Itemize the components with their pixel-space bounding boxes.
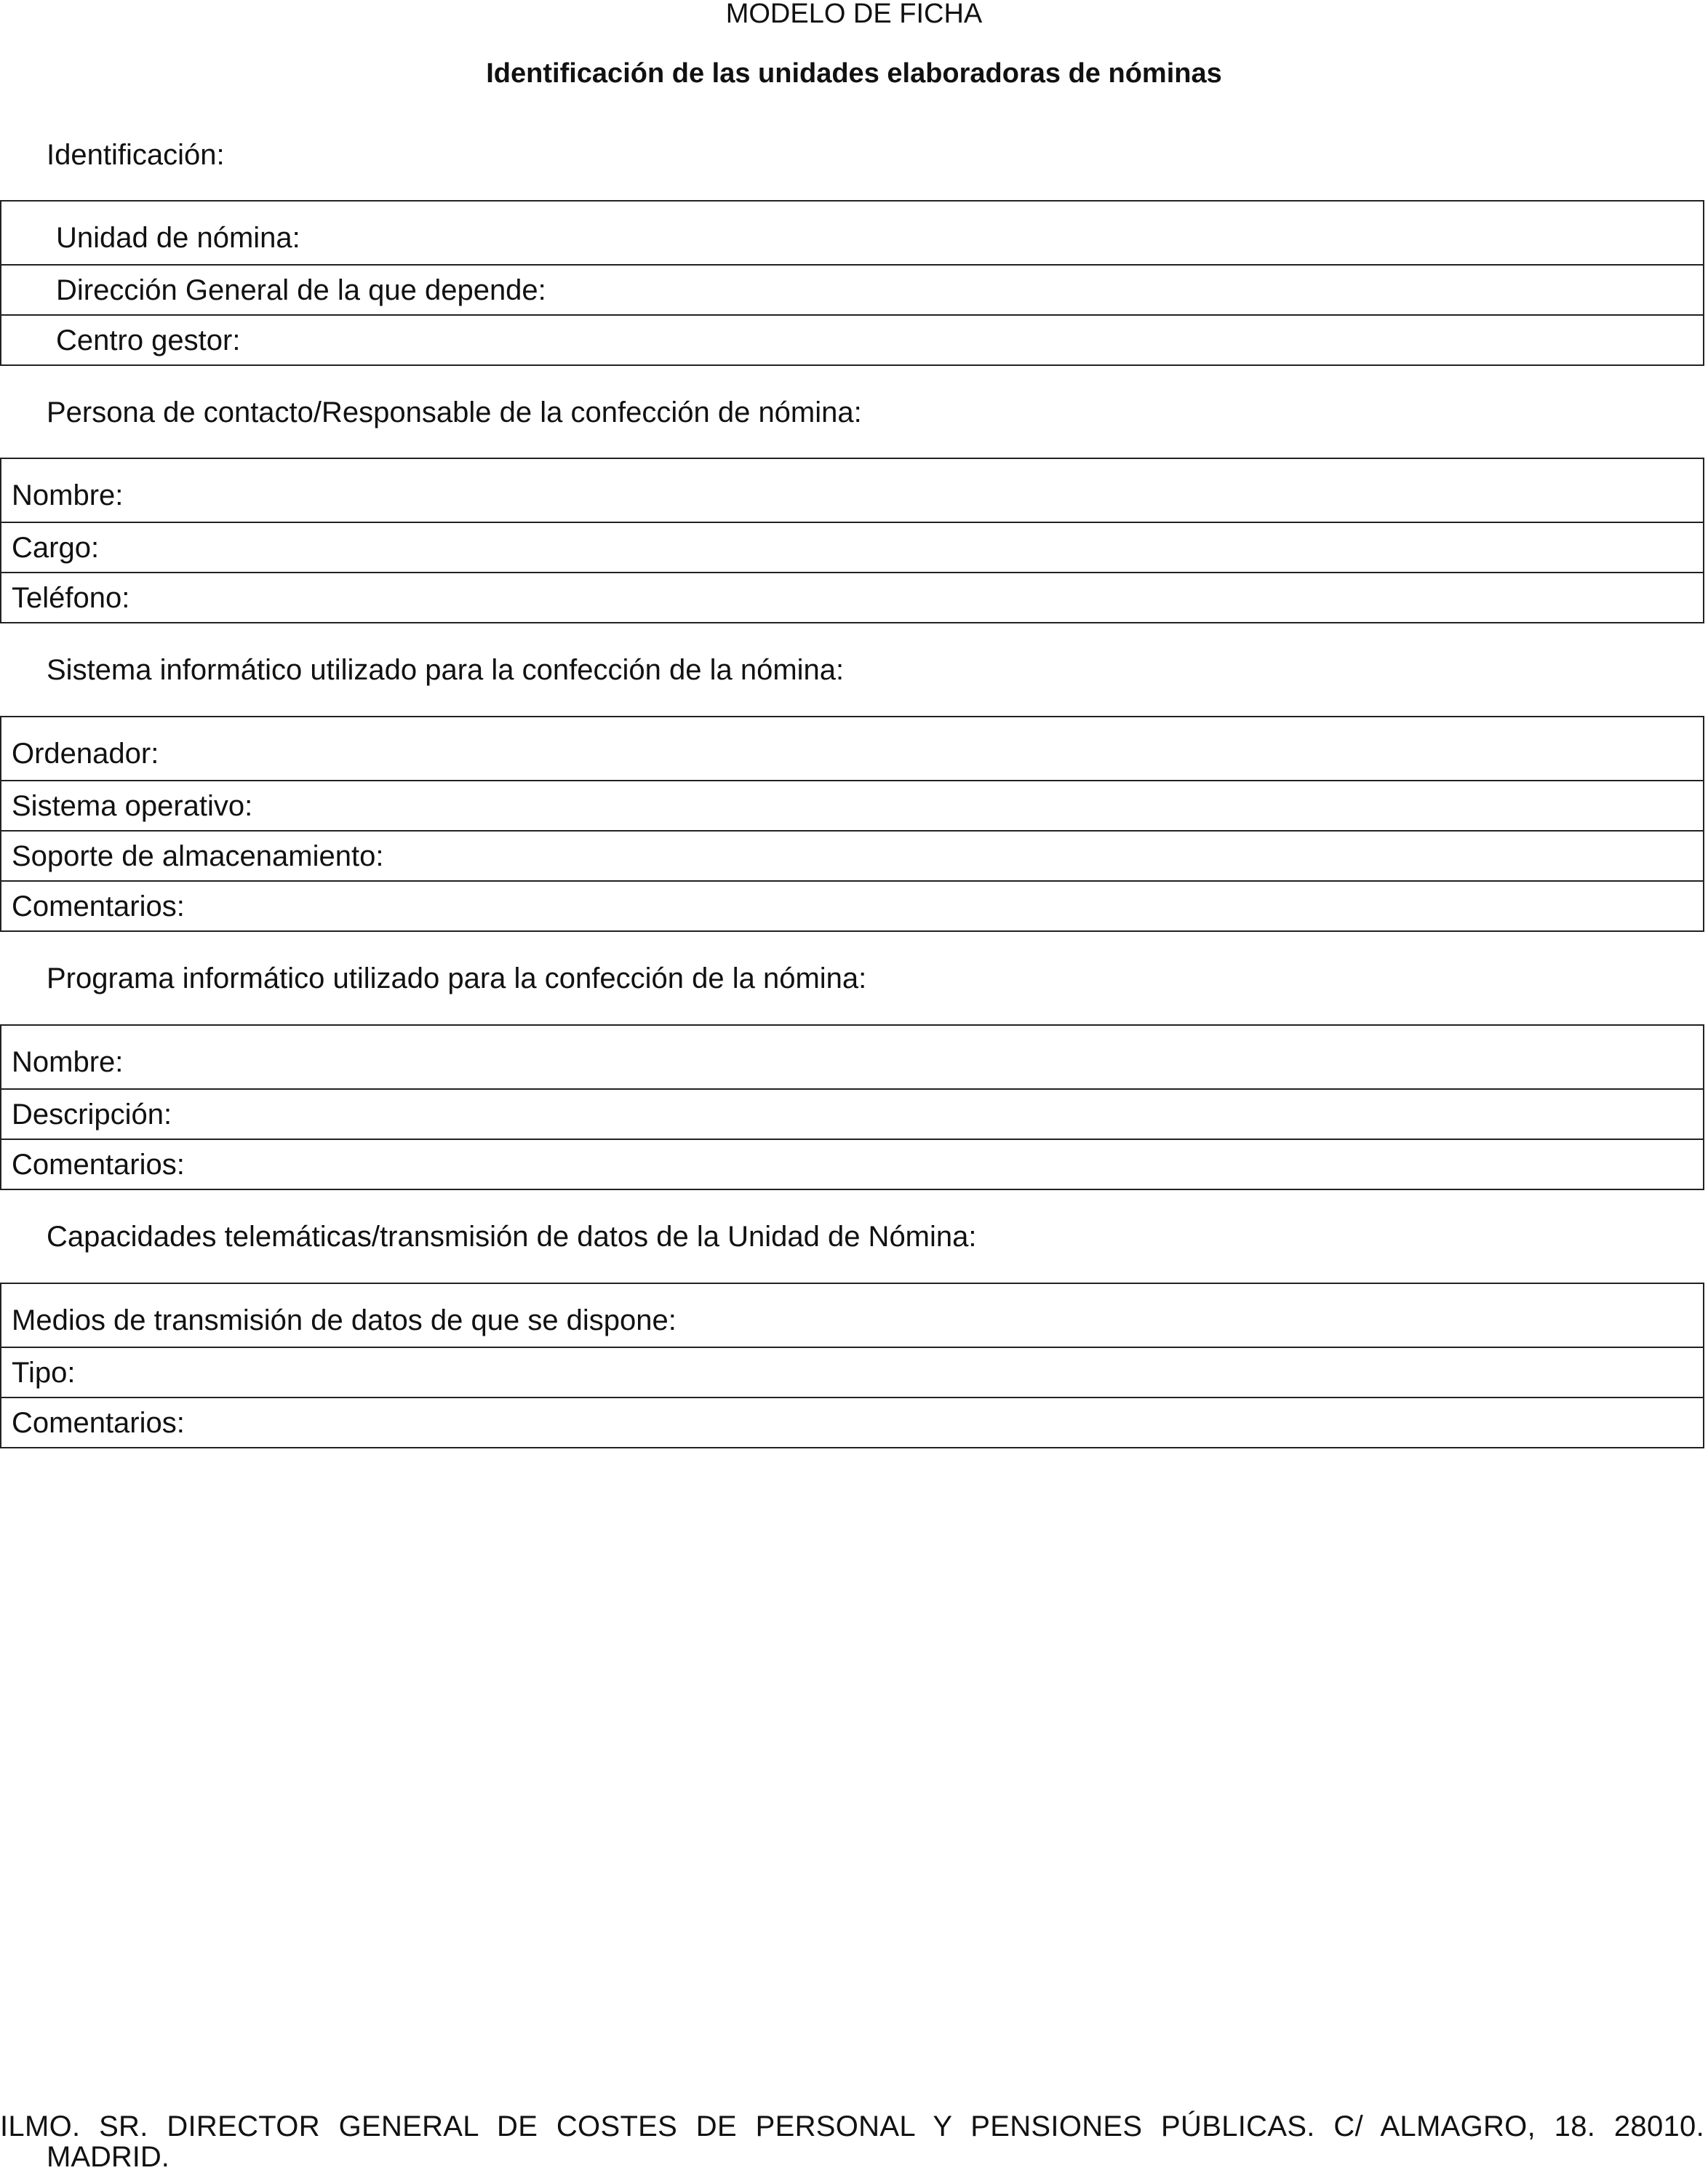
field-contacto-nombre[interactable]: Nombre:: [12, 479, 124, 511]
identificacion-box: [0, 200, 1704, 366]
form-title: Identificación de las unidades elaboradoras de nóminas: [486, 58, 1222, 89]
section-label-programa-informatico: Programa informático utilizado para la confección de la nómina:: [47, 962, 867, 994]
field-transmision-tipo[interactable]: Tipo:: [1, 1347, 1703, 1397]
field-contacto-cargo[interactable]: Cargo:: [1, 522, 1703, 572]
field-medios-transmision[interactable]: Medios de transmisión de datos de que se dispone:: [12, 1304, 677, 1336]
section-label-capacidades-telematicas: Capacidades telemáticas/transmisión de datos de la Unidad de Nómina:: [47, 1221, 977, 1253]
field-direccion-general[interactable]: Dirección General de la que depende:: [1, 264, 1703, 314]
section-label-persona-contacto: Persona de contacto/Responsable de la confección de nómina:: [47, 396, 862, 428]
footer-address-line-1: ILMO. SR. DIRECTOR GENERAL DE COSTES DE PERSONAL Y PENSIONES PÚBLICAS. C/ ALMAGRO, 18. 28010.: [0, 2110, 1704, 2142]
programa-informatico-box: [0, 1024, 1704, 1190]
sistema-informatico-box: [0, 716, 1704, 932]
section-label-sistema-informatico: Sistema informático utilizado para la confección de la nómina:: [47, 654, 845, 686]
field-programa-descripcion[interactable]: Descripción:: [1, 1088, 1703, 1139]
field-sistema-operativo[interactable]: Sistema operativo:: [1, 780, 1703, 830]
capacidades-telematicas-box: [0, 1283, 1704, 1448]
footer-addressee: [0, 2111, 1704, 2173]
persona-contacto-box: [0, 458, 1704, 623]
field-centro-gestor[interactable]: Centro gestor:: [1, 314, 1703, 364]
field-transmision-comentarios[interactable]: Comentarios:: [1, 1397, 1703, 1447]
field-soporte-almacenamiento[interactable]: Soporte de almacenamiento:: [1, 830, 1703, 880]
field-sistema-comentarios[interactable]: Comentarios:: [1, 880, 1703, 930]
section-label-identificacion: Identificación:: [47, 139, 225, 171]
field-unidad-nomina[interactable]: Unidad de nómina:: [56, 222, 300, 254]
field-contacto-telefono[interactable]: Teléfono:: [1, 572, 1703, 622]
footer-address-line-2: MADRID.: [47, 2141, 169, 2173]
field-programa-comentarios[interactable]: Comentarios:: [1, 1139, 1703, 1189]
field-programa-nombre[interactable]: Nombre:: [12, 1046, 124, 1078]
form-model-label: MODELO DE FICHA: [725, 0, 983, 29]
field-ordenador[interactable]: Ordenador:: [12, 738, 159, 770]
